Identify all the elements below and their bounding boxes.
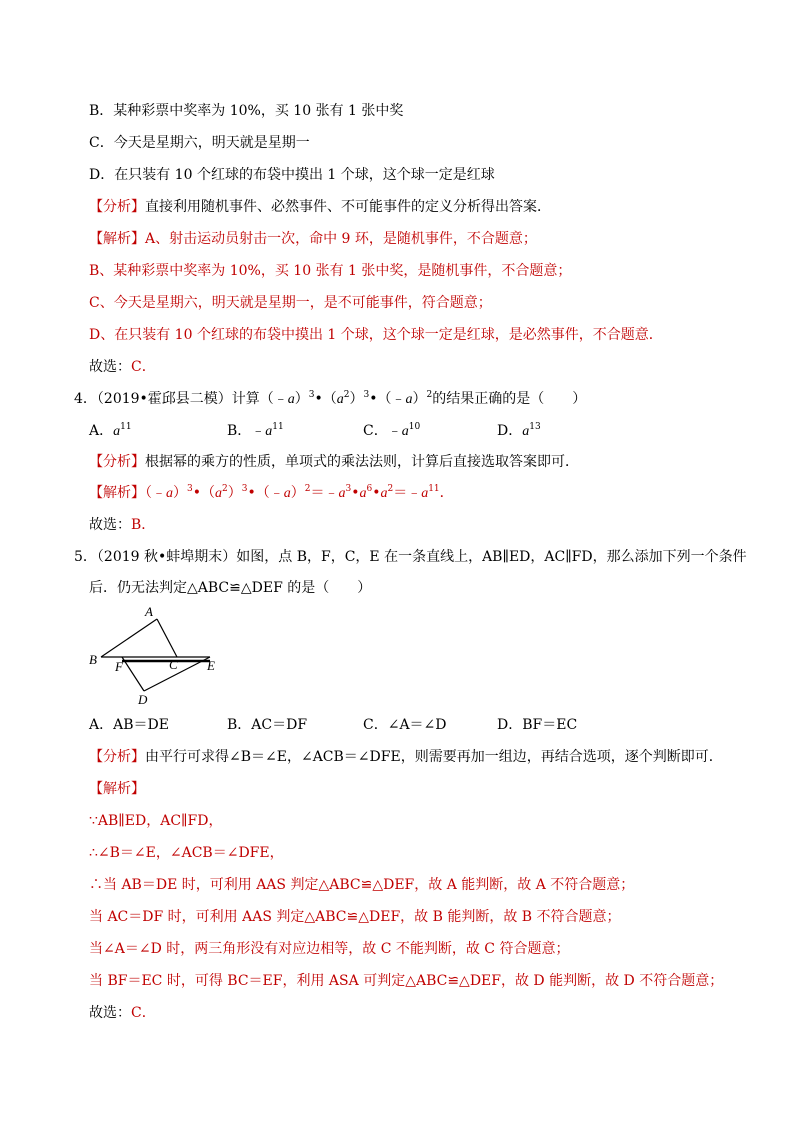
q3-solution-2: B、某种彩票中奖率为 10%，买 10 张有 1 张中奖，是随机事件，不合题意； bbox=[89, 263, 572, 279]
q4-exp: 2 bbox=[343, 390, 350, 400]
answer-prefix: 故选： bbox=[89, 517, 131, 533]
sol-part: • bbox=[351, 485, 360, 501]
q5-option-a: A．AB＝DE bbox=[89, 717, 169, 733]
sol-var: a bbox=[166, 486, 173, 501]
q4-answer bbox=[89, 515, 155, 535]
sol-part: ＝﹣ bbox=[393, 485, 422, 501]
sol-var: a bbox=[215, 486, 222, 501]
q3-option-c: C．今天是星期六，明天就是星期一 bbox=[89, 135, 310, 151]
sol-exp: 3 bbox=[187, 484, 193, 494]
q5-stem-line-1: 5．（2019 秋•蚌埠期末）如图，点 B，F，C，E 在一条直线上，AB∥ED，AC∥FD，那么添加下列一个条件 bbox=[74, 549, 747, 565]
sol-part: ） bbox=[227, 485, 242, 501]
sol-part: ． bbox=[439, 485, 454, 501]
q4-stem-part: •（﹣ bbox=[369, 391, 406, 407]
q5-options bbox=[89, 715, 577, 735]
q4-analysis bbox=[89, 452, 579, 472]
q4-stem-part: ） bbox=[412, 391, 427, 407]
segment-ab bbox=[101, 619, 157, 657]
sol-part: •（﹣ bbox=[247, 485, 284, 501]
q5-geometry-figure bbox=[85, 600, 225, 710]
analysis-tag: 【分析】 bbox=[89, 749, 145, 765]
sol-var: a bbox=[338, 486, 346, 501]
analysis-tag: 【分析】 bbox=[89, 454, 145, 470]
solution-tag: 【解析】 bbox=[89, 231, 145, 247]
option-var: a bbox=[265, 424, 273, 439]
sol-exp: 2 bbox=[387, 484, 394, 494]
q4-options bbox=[89, 421, 541, 442]
q5-solution-2: ∴∠B＝∠E，∠ACB＝∠DFE， bbox=[89, 845, 284, 861]
q5-option-c: C．∠A＝∠D bbox=[363, 717, 447, 733]
q4-stem-part: ） bbox=[349, 391, 364, 407]
q4-stem bbox=[74, 389, 586, 410]
sol-exp: 11 bbox=[428, 484, 440, 494]
q4-var: a bbox=[336, 392, 344, 407]
label-a: A bbox=[145, 604, 153, 619]
sol-var: a bbox=[421, 486, 429, 501]
triangle-diagram bbox=[85, 600, 225, 710]
option-label: D． bbox=[497, 423, 523, 439]
analysis-tag: 【分析】 bbox=[89, 199, 145, 215]
label-e: E bbox=[207, 658, 215, 673]
q4-option-c bbox=[363, 421, 497, 442]
q3-analysis bbox=[89, 197, 551, 217]
sol-var: a bbox=[283, 486, 291, 501]
q3-solution-4: D、在只装有 10 个红球的布袋中摸出 1 个球，这个球一定是红球，是必然事件，不合题意． bbox=[89, 327, 663, 343]
q4-stem-part: •（ bbox=[314, 391, 337, 407]
option-var: a bbox=[113, 424, 121, 439]
option-label: B． bbox=[227, 423, 252, 439]
q5-solution-tag: 【解析】 bbox=[89, 781, 145, 797]
q4-exp: 3 bbox=[308, 390, 315, 400]
q4-option-b bbox=[227, 421, 363, 442]
q5-solution-3: ∴当 AB＝DE 时，可利用 AAS 判定△ABC≌△DEF，故 A 能判断，故 A 不符合题意； bbox=[89, 877, 635, 893]
sol-part: ＝﹣ bbox=[310, 485, 339, 501]
q4-solution bbox=[89, 483, 454, 504]
q4-var: a bbox=[405, 392, 413, 407]
solution-text: A、射击运动员射击一次，命中 9 环，是随机事件，不合题意； bbox=[145, 231, 537, 247]
option-exp: 11 bbox=[120, 422, 132, 432]
q4-stem-part: 4．（2019•霍邱县二模）计算（﹣ bbox=[74, 391, 288, 407]
analysis-text: 由平行可求得∠B＝∠E，∠ACB＝∠DFE，则需要再加一组边，再结合选项，逐个判断即可． bbox=[145, 749, 723, 765]
sol-part: • bbox=[372, 485, 381, 501]
solution-tag: 【解析】 bbox=[89, 485, 145, 501]
label-d: D bbox=[138, 692, 148, 707]
sol-exp: 6 bbox=[366, 484, 373, 494]
answer-prefix: 故选： bbox=[89, 359, 131, 375]
option-sign: ﹣ bbox=[251, 423, 266, 439]
option-label: C． bbox=[363, 423, 388, 439]
q5-analysis bbox=[89, 747, 723, 767]
q4-option-d bbox=[497, 421, 541, 442]
q4-exp: 3 bbox=[363, 390, 370, 400]
q4-option-a bbox=[89, 421, 227, 442]
answer-value: B． bbox=[131, 517, 156, 533]
answer-value: C． bbox=[131, 359, 156, 375]
option-var: a bbox=[401, 424, 409, 439]
label-f: F bbox=[115, 659, 123, 674]
label-c: C bbox=[169, 657, 178, 672]
option-sign: ﹣ bbox=[387, 423, 402, 439]
q5-solution-1: ∵AB∥ED，AC∥FD， bbox=[89, 813, 223, 829]
sol-part: ） bbox=[173, 485, 187, 501]
analysis-text: 直接利用随机事件、必然事件、不可能事件的定义分析得出答案． bbox=[145, 199, 551, 215]
option-var: a bbox=[522, 424, 530, 439]
q4-exp: 2 bbox=[426, 390, 433, 400]
q3-solution-1 bbox=[89, 229, 537, 249]
sol-exp: 2 bbox=[304, 484, 311, 494]
q5-stem-line-2: 后．仍无法判定△ABC≌△DEF 的是（ ） bbox=[89, 580, 372, 596]
q5-solution-4: 当 AC＝DF 时，可利用 AAS 判定△ABC≌△DEF，故 B 能判断，故 B 不符合题意； bbox=[89, 909, 621, 925]
q3-answer bbox=[89, 357, 156, 377]
q5-answer bbox=[89, 1003, 156, 1023]
answer-value: C． bbox=[131, 1005, 156, 1021]
sol-exp: 2 bbox=[222, 484, 228, 494]
q3-option-b: B．某种彩票中奖率为 10%，买 10 张有 1 张中奖 bbox=[89, 103, 404, 119]
option-exp: 10 bbox=[408, 422, 421, 432]
q5-solution-6: 当 BF＝EC 时，可得 BC＝EF，利用 ASA 可判定△ABC≌△DEF，故 D 能判断，故 D 不符合题意； bbox=[89, 973, 724, 989]
sol-part: ） bbox=[290, 485, 305, 501]
q5-solution-5: 当∠A＝∠D 时，两三角形没有对应边相等，故 C 不能判断，故 C 符合题意； bbox=[89, 941, 570, 957]
option-label: A． bbox=[89, 423, 114, 439]
q5-option-b: B．AC＝DF bbox=[227, 717, 308, 733]
answer-prefix: 故选： bbox=[89, 1005, 131, 1021]
q4-var: a bbox=[287, 392, 295, 407]
q5-option-d: D．BF＝EC bbox=[497, 717, 578, 733]
q4-stem-part: 的结果正确的是（ ） bbox=[432, 391, 587, 407]
option-exp: 13 bbox=[529, 422, 541, 432]
sol-exp: 3 bbox=[345, 484, 352, 494]
q4-stem-part: ） bbox=[294, 391, 309, 407]
q3-option-d: D．在只装有 10 个红球的布袋中摸出 1 个球，这个球一定是红球 bbox=[89, 167, 495, 183]
sol-var: a bbox=[380, 486, 388, 501]
option-exp: 11 bbox=[272, 422, 284, 432]
sol-part: （﹣ bbox=[145, 485, 166, 501]
sol-var: a bbox=[359, 486, 367, 501]
q3-solution-3: C、今天是星期六，明天就是星期一，是不可能事件，符合题意； bbox=[89, 295, 492, 311]
segment-ac bbox=[157, 619, 177, 657]
sol-part: •（ bbox=[192, 485, 215, 501]
sol-exp: 3 bbox=[241, 484, 248, 494]
label-b: B bbox=[89, 652, 97, 667]
analysis-text: 根据幂的乘方的性质，单项式的乘法法则，计算后直接选取答案即可． bbox=[145, 454, 579, 470]
